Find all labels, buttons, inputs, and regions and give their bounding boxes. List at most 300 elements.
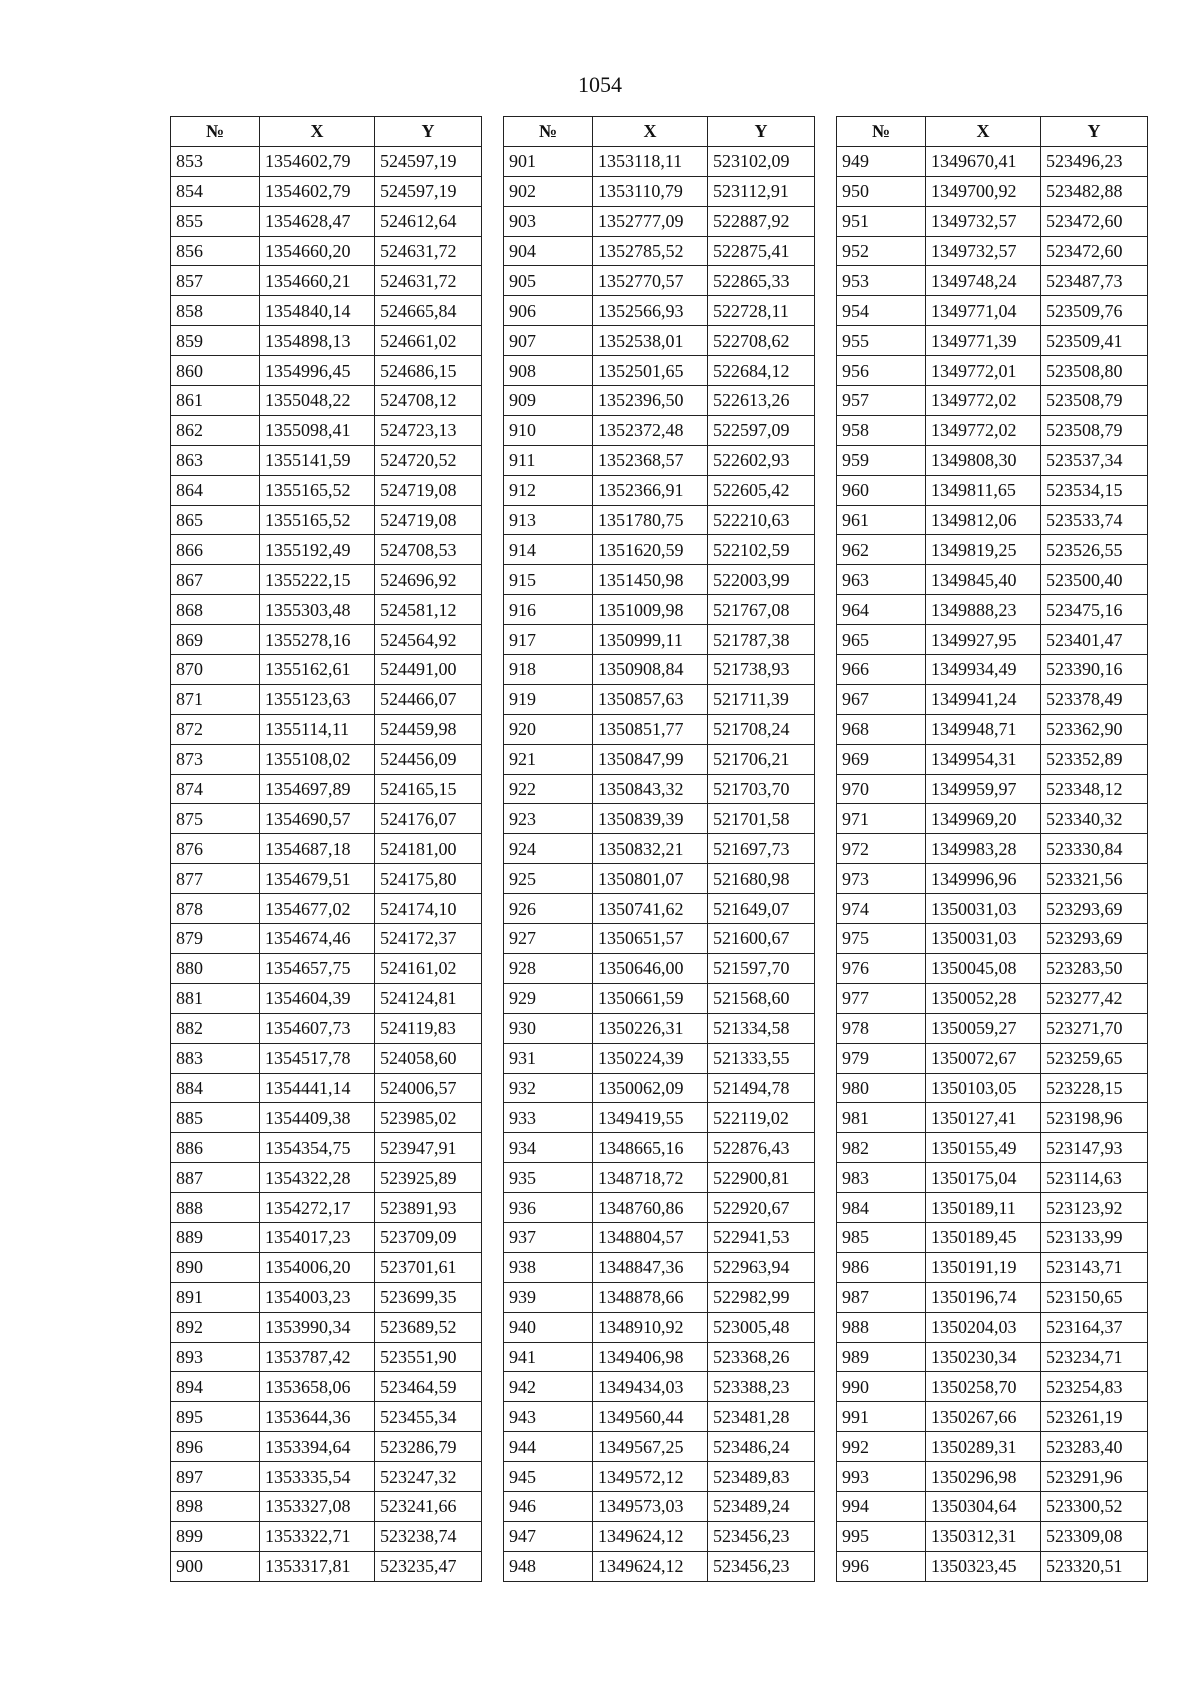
y-coordinate-cell: 521333,55 <box>708 1043 815 1073</box>
point-number-cell: 856 <box>171 236 260 266</box>
y-coordinate-cell: 524466,07 <box>375 684 482 714</box>
x-coordinate-cell: 1349572,12 <box>593 1462 708 1492</box>
x-coordinate-cell: 1349772,01 <box>926 356 1041 386</box>
point-number-cell: 934 <box>504 1133 593 1163</box>
y-coordinate-cell: 523378,49 <box>1041 684 1148 714</box>
x-coordinate-cell: 1352566,93 <box>593 296 708 326</box>
table-row <box>171 475 482 505</box>
point-number-cell: 945 <box>504 1462 593 1492</box>
point-number-cell: 989 <box>837 1342 926 1372</box>
point-number-cell: 968 <box>837 714 926 744</box>
point-number-cell: 879 <box>171 924 260 954</box>
y-coordinate-cell: 523362,90 <box>1041 714 1148 744</box>
point-number-cell: 897 <box>171 1462 260 1492</box>
x-coordinate-cell: 1350059,27 <box>926 1013 1041 1043</box>
y-coordinate-cell: 522210,63 <box>708 505 815 535</box>
table-row <box>171 1342 482 1372</box>
x-coordinate-cell: 1351009,98 <box>593 595 708 625</box>
y-coordinate-cell: 522876,43 <box>708 1133 815 1163</box>
y-coordinate-cell: 524719,08 <box>375 475 482 505</box>
table-row <box>504 296 815 326</box>
table-row <box>171 983 482 1013</box>
x-coordinate-cell: 1355048,22 <box>260 386 375 416</box>
y-coordinate-cell: 523456,23 <box>708 1551 815 1581</box>
point-number-cell: 910 <box>504 415 593 445</box>
y-coordinate-cell: 524631,72 <box>375 236 482 266</box>
point-number-cell: 924 <box>504 834 593 864</box>
x-coordinate-cell: 1354996,45 <box>260 356 375 386</box>
y-coordinate-cell: 523228,15 <box>1041 1073 1148 1103</box>
x-coordinate-cell: 1349934,49 <box>926 655 1041 685</box>
table-row <box>837 1163 1148 1193</box>
y-coordinate-cell: 523259,65 <box>1041 1043 1148 1073</box>
point-number-cell: 939 <box>504 1282 593 1312</box>
table-row <box>837 206 1148 236</box>
table-row <box>504 774 815 804</box>
table-row <box>504 1462 815 1492</box>
table-row <box>171 625 482 655</box>
x-coordinate-cell: 1355222,15 <box>260 565 375 595</box>
point-number-cell: 894 <box>171 1372 260 1402</box>
table-row <box>504 714 815 744</box>
table-row <box>837 296 1148 326</box>
table-header-row <box>171 117 482 147</box>
x-coordinate-cell: 1350191,19 <box>926 1252 1041 1282</box>
y-coordinate-cell: 524459,98 <box>375 714 482 744</box>
x-coordinate-cell: 1349808,30 <box>926 445 1041 475</box>
y-coordinate-cell: 521703,70 <box>708 774 815 804</box>
y-coordinate-cell: 521787,38 <box>708 625 815 655</box>
table-row <box>504 1013 815 1043</box>
point-number-cell: 946 <box>504 1491 593 1521</box>
x-coordinate-cell: 1349624,12 <box>593 1521 708 1551</box>
y-coordinate-cell: 523526,55 <box>1041 535 1148 565</box>
point-number-cell: 964 <box>837 595 926 625</box>
y-coordinate-cell: 523241,66 <box>375 1491 482 1521</box>
table-row <box>504 1312 815 1342</box>
header-x: X <box>260 117 375 147</box>
y-coordinate-cell: 522602,93 <box>708 445 815 475</box>
coordinates-table-1 <box>170 116 482 1582</box>
x-coordinate-cell: 1348760,86 <box>593 1193 708 1223</box>
x-coordinate-cell: 1348804,57 <box>593 1222 708 1252</box>
y-coordinate-cell: 523271,70 <box>1041 1013 1148 1043</box>
x-coordinate-cell: 1350204,03 <box>926 1312 1041 1342</box>
y-coordinate-cell: 523234,71 <box>1041 1342 1148 1372</box>
point-number-cell: 962 <box>837 535 926 565</box>
point-number-cell: 891 <box>171 1282 260 1312</box>
y-coordinate-cell: 523689,52 <box>375 1312 482 1342</box>
point-number-cell: 857 <box>171 266 260 296</box>
y-coordinate-cell: 524119,83 <box>375 1013 482 1043</box>
table-row <box>837 1043 1148 1073</box>
table-row <box>504 236 815 266</box>
x-coordinate-cell: 1355162,61 <box>260 655 375 685</box>
point-number-cell: 889 <box>171 1222 260 1252</box>
table-row <box>837 1551 1148 1581</box>
point-number-cell: 981 <box>837 1103 926 1133</box>
point-number-cell: 895 <box>171 1402 260 1432</box>
table-header-row <box>504 117 815 147</box>
y-coordinate-cell: 523102,09 <box>708 146 815 176</box>
x-coordinate-cell: 1350031,03 <box>926 894 1041 924</box>
point-number-cell: 883 <box>171 1043 260 1073</box>
point-number-cell: 887 <box>171 1163 260 1193</box>
table-row <box>171 1491 482 1521</box>
y-coordinate-cell: 523309,08 <box>1041 1521 1148 1551</box>
table-row <box>837 804 1148 834</box>
x-coordinate-cell: 1352785,52 <box>593 236 708 266</box>
point-number-cell: 880 <box>171 953 260 983</box>
y-coordinate-cell: 523283,50 <box>1041 953 1148 983</box>
table-row <box>837 834 1148 864</box>
y-coordinate-cell: 524124,81 <box>375 983 482 1013</box>
y-coordinate-cell: 523489,83 <box>708 1462 815 1492</box>
y-coordinate-cell: 523534,15 <box>1041 475 1148 505</box>
point-number-cell: 932 <box>504 1073 593 1103</box>
table-row <box>837 744 1148 774</box>
coordinates-table-3 <box>836 116 1148 1582</box>
table-row <box>504 684 815 714</box>
x-coordinate-cell: 1351620,59 <box>593 535 708 565</box>
y-coordinate-cell: 524175,80 <box>375 864 482 894</box>
x-coordinate-cell: 1354674,46 <box>260 924 375 954</box>
y-coordinate-cell: 522684,12 <box>708 356 815 386</box>
point-number-cell: 875 <box>171 804 260 834</box>
point-number-cell: 906 <box>504 296 593 326</box>
x-coordinate-cell: 1354840,14 <box>260 296 375 326</box>
table-header-row <box>837 117 1148 147</box>
x-coordinate-cell: 1350230,34 <box>926 1342 1041 1372</box>
x-coordinate-cell: 1355123,63 <box>260 684 375 714</box>
table-row <box>504 475 815 505</box>
point-number-cell: 899 <box>171 1521 260 1551</box>
x-coordinate-cell: 1350304,64 <box>926 1491 1041 1521</box>
y-coordinate-cell: 523340,32 <box>1041 804 1148 834</box>
y-coordinate-cell: 523508,80 <box>1041 356 1148 386</box>
y-coordinate-cell: 524696,92 <box>375 565 482 595</box>
point-number-cell: 937 <box>504 1222 593 1252</box>
y-coordinate-cell: 524631,72 <box>375 266 482 296</box>
table-row <box>171 1372 482 1402</box>
point-number-cell: 918 <box>504 655 593 685</box>
y-coordinate-cell: 524006,57 <box>375 1073 482 1103</box>
x-coordinate-cell: 1353644,36 <box>260 1402 375 1432</box>
table-row <box>837 326 1148 356</box>
y-coordinate-cell: 521708,24 <box>708 714 815 744</box>
point-number-cell: 861 <box>171 386 260 416</box>
table-row <box>171 565 482 595</box>
y-coordinate-cell: 522102,59 <box>708 535 815 565</box>
table-row <box>504 1133 815 1163</box>
y-coordinate-cell: 521649,07 <box>708 894 815 924</box>
point-number-cell: 859 <box>171 326 260 356</box>
x-coordinate-cell: 1349772,02 <box>926 386 1041 416</box>
point-number-cell: 948 <box>504 1551 593 1581</box>
table-row <box>504 655 815 685</box>
y-coordinate-cell: 522605,42 <box>708 475 815 505</box>
header-number: № <box>171 117 260 147</box>
header-x: X <box>593 117 708 147</box>
table-row <box>504 1163 815 1193</box>
table-row <box>504 356 815 386</box>
table-row <box>504 146 815 176</box>
y-coordinate-cell: 522728,11 <box>708 296 815 326</box>
table-row <box>504 1432 815 1462</box>
table-row <box>837 894 1148 924</box>
x-coordinate-cell: 1354006,20 <box>260 1252 375 1282</box>
point-number-cell: 951 <box>837 206 926 236</box>
table-row <box>504 1491 815 1521</box>
point-number-cell: 944 <box>504 1432 593 1462</box>
x-coordinate-cell: 1350155,49 <box>926 1133 1041 1163</box>
x-coordinate-cell: 1349560,44 <box>593 1402 708 1432</box>
point-number-cell: 867 <box>171 565 260 595</box>
table-row <box>837 535 1148 565</box>
x-coordinate-cell: 1349941,24 <box>926 684 1041 714</box>
point-number-cell: 983 <box>837 1163 926 1193</box>
table-row <box>504 1073 815 1103</box>
y-coordinate-cell: 523320,51 <box>1041 1551 1148 1581</box>
y-coordinate-cell: 521701,58 <box>708 804 815 834</box>
table-row <box>171 1252 482 1282</box>
point-number-cell: 959 <box>837 445 926 475</box>
x-coordinate-cell: 1350646,00 <box>593 953 708 983</box>
point-number-cell: 876 <box>171 834 260 864</box>
y-coordinate-cell: 521711,39 <box>708 684 815 714</box>
table-row <box>171 1163 482 1193</box>
y-coordinate-cell: 524708,12 <box>375 386 482 416</box>
table-row <box>171 1432 482 1462</box>
table-row <box>504 625 815 655</box>
table-row <box>504 864 815 894</box>
x-coordinate-cell: 1350741,62 <box>593 894 708 924</box>
table-row <box>504 565 815 595</box>
table-row <box>837 445 1148 475</box>
x-coordinate-cell: 1354322,28 <box>260 1163 375 1193</box>
table-row <box>837 565 1148 595</box>
x-coordinate-cell: 1354003,23 <box>260 1282 375 1312</box>
y-coordinate-cell: 523481,28 <box>708 1402 815 1432</box>
point-number-cell: 994 <box>837 1491 926 1521</box>
table-row <box>837 1133 1148 1163</box>
table-row <box>504 894 815 924</box>
x-coordinate-cell: 1350226,31 <box>593 1013 708 1043</box>
x-coordinate-cell: 1355192,49 <box>260 535 375 565</box>
y-coordinate-cell: 522597,09 <box>708 415 815 445</box>
x-coordinate-cell: 1355165,52 <box>260 505 375 535</box>
point-number-cell: 995 <box>837 1521 926 1551</box>
point-number-cell: 987 <box>837 1282 926 1312</box>
table-row <box>504 176 815 206</box>
y-coordinate-cell: 524456,09 <box>375 744 482 774</box>
x-coordinate-cell: 1354017,23 <box>260 1222 375 1252</box>
x-coordinate-cell: 1350851,77 <box>593 714 708 744</box>
x-coordinate-cell: 1354604,39 <box>260 983 375 1013</box>
table-row <box>171 1551 482 1581</box>
point-number-cell: 909 <box>504 386 593 416</box>
x-coordinate-cell: 1349819,25 <box>926 535 1041 565</box>
y-coordinate-cell: 523891,93 <box>375 1193 482 1223</box>
point-number-cell: 969 <box>837 744 926 774</box>
point-number-cell: 902 <box>504 176 593 206</box>
point-number-cell: 936 <box>504 1193 593 1223</box>
x-coordinate-cell: 1349845,40 <box>926 565 1041 595</box>
x-coordinate-cell: 1354602,79 <box>260 146 375 176</box>
y-coordinate-cell: 523352,89 <box>1041 744 1148 774</box>
y-coordinate-cell: 522900,81 <box>708 1163 815 1193</box>
x-coordinate-cell: 1354677,02 <box>260 894 375 924</box>
table-row <box>837 475 1148 505</box>
table-row <box>837 176 1148 206</box>
x-coordinate-cell: 1354441,14 <box>260 1073 375 1103</box>
point-number-cell: 960 <box>837 475 926 505</box>
x-coordinate-cell: 1349954,31 <box>926 744 1041 774</box>
x-coordinate-cell: 1349406,98 <box>593 1342 708 1372</box>
y-coordinate-cell: 523489,24 <box>708 1491 815 1521</box>
table-row <box>171 356 482 386</box>
table-row <box>837 684 1148 714</box>
point-number-cell: 974 <box>837 894 926 924</box>
table-row <box>837 1312 1148 1342</box>
y-coordinate-cell: 522941,53 <box>708 1222 815 1252</box>
table-row <box>171 1133 482 1163</box>
y-coordinate-cell: 523985,02 <box>375 1103 482 1133</box>
table-row <box>837 1222 1148 1252</box>
y-coordinate-cell: 523143,71 <box>1041 1252 1148 1282</box>
header-y: Y <box>708 117 815 147</box>
point-number-cell: 984 <box>837 1193 926 1223</box>
x-coordinate-cell: 1354409,38 <box>260 1103 375 1133</box>
point-number-cell: 885 <box>171 1103 260 1133</box>
point-number-cell: 966 <box>837 655 926 685</box>
x-coordinate-cell: 1350651,57 <box>593 924 708 954</box>
x-coordinate-cell: 1350847,99 <box>593 744 708 774</box>
x-coordinate-cell: 1350839,39 <box>593 804 708 834</box>
header-y: Y <box>375 117 482 147</box>
y-coordinate-cell: 523699,35 <box>375 1282 482 1312</box>
point-number-cell: 884 <box>171 1073 260 1103</box>
table-row <box>171 595 482 625</box>
x-coordinate-cell: 1349748,24 <box>926 266 1041 296</box>
x-coordinate-cell: 1349732,57 <box>926 206 1041 236</box>
table-row <box>171 1013 482 1043</box>
x-coordinate-cell: 1350189,11 <box>926 1193 1041 1223</box>
table-row <box>171 1312 482 1342</box>
point-number-cell: 979 <box>837 1043 926 1073</box>
table-row <box>504 505 815 535</box>
table-row <box>504 1193 815 1223</box>
x-coordinate-cell: 1350258,70 <box>926 1372 1041 1402</box>
x-coordinate-cell: 1355278,16 <box>260 625 375 655</box>
x-coordinate-cell: 1350052,28 <box>926 983 1041 1013</box>
y-coordinate-cell: 523293,69 <box>1041 894 1148 924</box>
point-number-cell: 938 <box>504 1252 593 1282</box>
x-coordinate-cell: 1350289,31 <box>926 1432 1041 1462</box>
table-row <box>504 1282 815 1312</box>
x-coordinate-cell: 1349567,25 <box>593 1432 708 1462</box>
x-coordinate-cell: 1350175,04 <box>926 1163 1041 1193</box>
y-coordinate-cell: 523123,92 <box>1041 1193 1148 1223</box>
y-coordinate-cell: 523235,47 <box>375 1551 482 1581</box>
table-row <box>504 804 815 834</box>
x-coordinate-cell: 1350224,39 <box>593 1043 708 1073</box>
x-coordinate-cell: 1348847,36 <box>593 1252 708 1282</box>
y-coordinate-cell: 523464,59 <box>375 1372 482 1402</box>
x-coordinate-cell: 1350832,21 <box>593 834 708 864</box>
header-y: Y <box>1041 117 1148 147</box>
table-row <box>171 744 482 774</box>
x-coordinate-cell: 1350296,98 <box>926 1462 1041 1492</box>
point-number-cell: 898 <box>171 1491 260 1521</box>
y-coordinate-cell: 522982,99 <box>708 1282 815 1312</box>
y-coordinate-cell: 523482,88 <box>1041 176 1148 206</box>
table-row <box>837 1013 1148 1043</box>
x-coordinate-cell: 1352777,09 <box>593 206 708 236</box>
x-coordinate-cell: 1350031,03 <box>926 924 1041 954</box>
point-number-cell: 925 <box>504 864 593 894</box>
x-coordinate-cell: 1349573,03 <box>593 1491 708 1521</box>
point-number-cell: 870 <box>171 655 260 685</box>
table-row <box>171 804 482 834</box>
header-number: № <box>837 117 926 147</box>
x-coordinate-cell: 1350843,32 <box>593 774 708 804</box>
point-number-cell: 996 <box>837 1551 926 1581</box>
x-coordinate-cell: 1352366,91 <box>593 475 708 505</box>
point-number-cell: 912 <box>504 475 593 505</box>
y-coordinate-cell: 522613,26 <box>708 386 815 416</box>
y-coordinate-cell: 523321,56 <box>1041 864 1148 894</box>
y-coordinate-cell: 523254,83 <box>1041 1372 1148 1402</box>
x-coordinate-cell: 1350908,84 <box>593 655 708 685</box>
point-number-cell: 990 <box>837 1372 926 1402</box>
y-coordinate-cell: 521568,60 <box>708 983 815 1013</box>
point-number-cell: 982 <box>837 1133 926 1163</box>
y-coordinate-cell: 523472,60 <box>1041 206 1148 236</box>
point-number-cell: 980 <box>837 1073 926 1103</box>
table-row <box>504 744 815 774</box>
x-coordinate-cell: 1350103,05 <box>926 1073 1041 1103</box>
point-number-cell: 927 <box>504 924 593 954</box>
table-row <box>837 1521 1148 1551</box>
point-number-cell: 978 <box>837 1013 926 1043</box>
table-row <box>504 266 815 296</box>
point-number-cell: 941 <box>504 1342 593 1372</box>
y-coordinate-cell: 523283,40 <box>1041 1432 1148 1462</box>
y-coordinate-cell: 523537,34 <box>1041 445 1148 475</box>
y-coordinate-cell: 523709,09 <box>375 1222 482 1252</box>
point-number-cell: 992 <box>837 1432 926 1462</box>
y-coordinate-cell: 523348,12 <box>1041 774 1148 804</box>
point-number-cell: 890 <box>171 1252 260 1282</box>
y-coordinate-cell: 523947,91 <box>375 1133 482 1163</box>
point-number-cell: 904 <box>504 236 593 266</box>
table-row <box>837 953 1148 983</box>
table-row <box>837 266 1148 296</box>
point-number-cell: 957 <box>837 386 926 416</box>
y-coordinate-cell: 524597,19 <box>375 146 482 176</box>
y-coordinate-cell: 524176,07 <box>375 804 482 834</box>
y-coordinate-cell: 521597,70 <box>708 953 815 983</box>
y-coordinate-cell: 524161,02 <box>375 953 482 983</box>
point-number-cell: 928 <box>504 953 593 983</box>
point-number-cell: 905 <box>504 266 593 296</box>
x-coordinate-cell: 1352501,65 <box>593 356 708 386</box>
y-coordinate-cell: 522865,33 <box>708 266 815 296</box>
point-number-cell: 921 <box>504 744 593 774</box>
y-coordinate-cell: 523164,37 <box>1041 1312 1148 1342</box>
x-coordinate-cell: 1354607,73 <box>260 1013 375 1043</box>
